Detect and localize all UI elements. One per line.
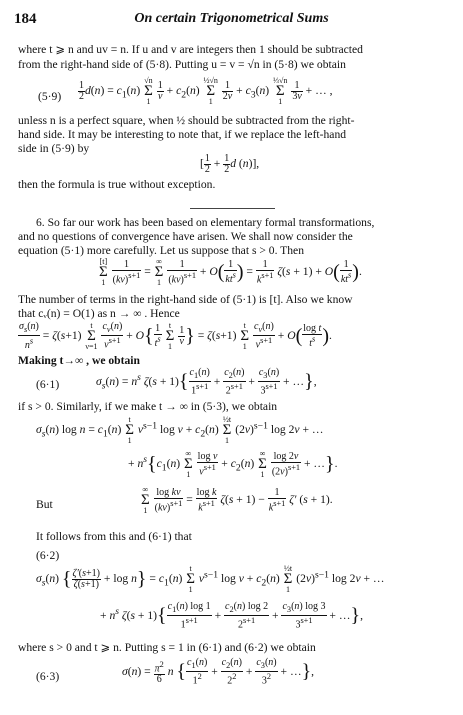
equation-number-6-3: (6·3) bbox=[36, 670, 60, 683]
para2-line2: hand side. It may be interesting to note that, if we replace the left-hand bbox=[18, 128, 347, 141]
equation-5-1-sum: [t] Σ 1 $\frac{1}{(k\nu)^{s+1}}$ = ∞ Σ 1 $\frac{1}{(k\nu)^{s+1}}$ + O( $\frac{1}{kt^s}$ ) = $\frac{1}{k^{s+1}}$ ζ(s + 1) + O( $\frac{1}{kt^s}$ ). bbox=[99, 257, 362, 287]
equation-6-1: $\sigma_s(n) = n^s$ ζ(s + 1){ $\frac{c_1(n)}{1^{s+1}}$ + $\frac{c_2(n)}{2^{s+1}}$ + $\frac{c_3(n)}{3^{s+1}}$ + …}, bbox=[96, 367, 317, 397]
para2-line1: unless n is a perfect square, when ½ should be subtracted from the right- bbox=[18, 114, 355, 127]
para1-line1: where t ⩾ n and uv = n. If u and v are integers then 1 should be subtracted bbox=[18, 43, 363, 56]
section6-line3: equation (5·1) more carefully. Let us suppose that s > 0. Then bbox=[18, 244, 304, 257]
equation-log-n: $\sigma_s(n)$ $\log n = c_1(n)$ t Σ 1 $\nu^{s-1}$ $\log \nu + c_2(n)$ ½t Σ 1 $(2\nu)^{s-1}$ log 2ν + … bbox=[36, 415, 324, 445]
equation-number-6-1: (6·1) bbox=[36, 378, 60, 391]
para1-line2: from the right-hand side of (5·8). Putting u = v = √n in (5·8) we obtain bbox=[18, 58, 346, 71]
equation-number-5-9: (5·9) bbox=[38, 90, 62, 103]
replacement-expression: [ $\frac{1}{2}$ + $\frac{1}{2}$ d (n)], bbox=[200, 153, 260, 175]
para7-line1: where s > 0 and t ⩾ n. Putting s = 1 in (6·1) and (6·2) we obtain bbox=[18, 641, 316, 654]
equation-but: ∞ Σ 1 $\frac{\text{log kν}}{(k\nu)^{s+1}}$ = $\frac{\text{log k}}{k^{s+1}}$ ζ(s + 1) − $\frac{1}{k^{s+1}}$ ζ′ (s + 1). bbox=[141, 485, 333, 515]
running-header bbox=[14, 11, 449, 31]
para6-line1: It follows from this and (6·1) that bbox=[36, 530, 192, 543]
section6-line1: 6. So far our work has been based on elementary formal transformations, bbox=[36, 216, 375, 229]
equation-number-6-2: (6·2) bbox=[36, 549, 60, 562]
para2-line3: side in (5·9) by bbox=[18, 142, 90, 155]
equation-hence: $\frac{\sigma_s(n)}{n^s}$ = ζ(s+1) t Σ ν=1 $\frac{c_\nu(n)}{\nu^{s+1}}$ + O{ $\frac{1}{t^s}$ t Σ 1 $\frac{1}{\nu}$ } = ζ(s+1) t Σ 1 $\frac{c_\nu(n)}{\nu^{s+1}}$ + O( $\frac{\text{log t}}{t^s}$ ). bbox=[19, 321, 332, 351]
para3-line1: The number of terms in the right-hand side of (5·1) is [t]. Also we know bbox=[18, 293, 353, 306]
equation-6-2: $\sigma_s(n)$ { $\frac{\zeta'(s+1)}{\zeta(s+1)}$ + $\log n\} = c_1(n)$ t Σ 1 $\nu^{s-1}$ $\log \nu + c_2(n)$ ½t Σ 1 $(2\nu)^{s-1}$ log 2ν + … bbox=[36, 564, 385, 594]
equation-6-2-cont: + $n^s$ ζ(s + 1){ $\frac{c_1(n) \log 1}{1^{s+1}}$ + $\frac{c_2(n) \log 2}{2^{s+1}}$ + $\frac{c_3(n) \log 3}{3^{s+1}}$ + …}, bbox=[100, 601, 363, 631]
section6-line2: and no questions of convergence have arisen. We shall now consider the bbox=[18, 230, 353, 243]
para5-line1: if s > 0. Similarly, if we make t → ∞ in (5·3), we obtain bbox=[18, 400, 278, 413]
running-title: On certain Trigonometrical Sums bbox=[134, 11, 329, 26]
equation-5-9: $\frac{1}{2}$ $d(n) = c_1(n)$ √n Σ 1 $\frac{1}{\nu}$ + $c_2(n)$ ½√n Σ 1 $\frac{1}{2\nu}$ + $c_3(n)$ ⅓√n Σ 1 $\frac{1}{3\nu}$ + … , bbox=[79, 76, 333, 106]
para2-line4: then the formula is true without exception. bbox=[18, 178, 216, 191]
equation-6-3: σ(n) = $\frac{\pi^2}{6}$ n { $\frac{c_1(n)}{1^2}$ + $\frac{c_2(n)}{2^2}$ + $\frac{c_3(n)}{3^2}$ + …}, bbox=[122, 657, 315, 687]
page-number: 184 bbox=[14, 11, 37, 27]
section-divider bbox=[190, 208, 275, 209]
but-label: But bbox=[36, 498, 53, 511]
para4-line1: Making t→∞ , we obtain bbox=[18, 354, 140, 367]
equation-log-n-cont: + $n^s\{c_1(n)$ ∞ Σ 1 $\frac{\text{log ν}}{\nu^{s+1}}$ + $c_2(n)$ ∞ Σ 1 $\frac{\log 2\nu}{(2\nu)^{s+1}}$ + …}. bbox=[128, 449, 338, 479]
para3-line2: that cᵥ(n) = O(1) as n → ∞ . Hence bbox=[18, 307, 180, 320]
